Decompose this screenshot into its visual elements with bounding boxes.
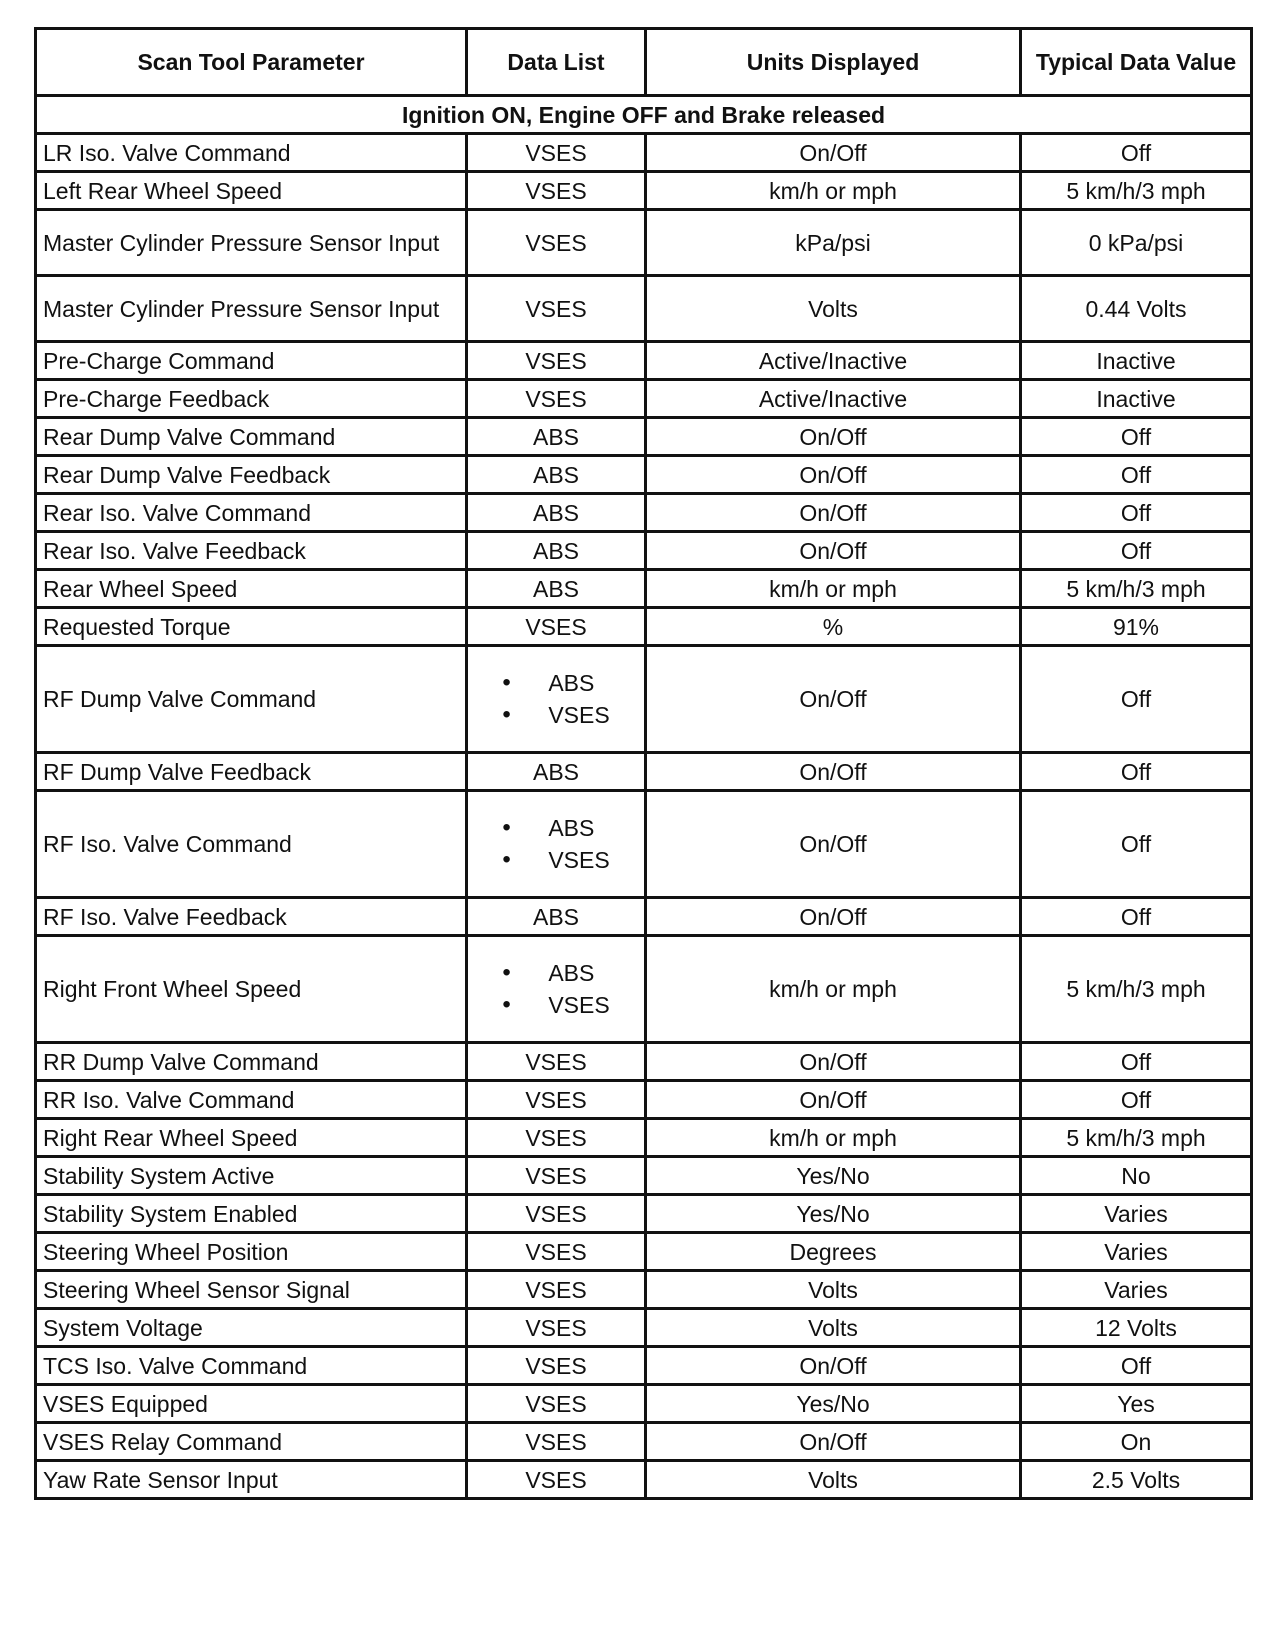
table-row [36,898,1252,936]
cell-typical-value: Off [1021,494,1252,532]
cell-parameter: RF Dump Valve Feedback [36,753,467,791]
cell-parameter: Master Cylinder Pressure Sensor Input [36,210,467,276]
data-list-item: • VSES [502,989,609,1021]
cell-units: kPa/psi [646,210,1021,276]
cell-parameter: Rear Wheel Speed [36,570,467,608]
cell-typical-value: Varies [1021,1233,1252,1271]
cell-units: km/h or mph [646,570,1021,608]
table-row [36,936,1252,1043]
cell-data-list: VSES [467,380,646,418]
table-row [36,1461,1252,1499]
cell-typical-value: No [1021,1157,1252,1195]
cell-parameter: Stability System Enabled [36,1195,467,1233]
cell-typical-value: 5 km/h/3 mph [1021,1119,1252,1157]
table-row [36,210,1252,276]
table-row [36,532,1252,570]
cell-parameter: RF Dump Valve Command [36,646,467,753]
cell-typical-value: Off [1021,456,1252,494]
table-row [36,276,1252,342]
cell-units: Volts [646,1309,1021,1347]
cell-parameter: Rear Dump Valve Feedback [36,456,467,494]
table-row [36,380,1252,418]
cell-units: Active/Inactive [646,342,1021,380]
header-data-list: Data List [467,29,646,96]
cell-typical-value: Off [1021,1081,1252,1119]
table-row [36,1081,1252,1119]
table-row [36,494,1252,532]
cell-typical-value: Yes [1021,1385,1252,1423]
cell-typical-value: 5 km/h/3 mph [1021,570,1252,608]
cell-units: On/Off [646,456,1021,494]
cell-typical-value: Off [1021,1043,1252,1081]
table-row [36,1233,1252,1271]
cell-units: Volts [646,276,1021,342]
cell-data-list: VSES [467,210,646,276]
cell-data-list: ABS [467,753,646,791]
cell-data-list: VSES [467,276,646,342]
cell-parameter: VSES Relay Command [36,1423,467,1461]
header-units-displayed: Units Displayed [646,29,1021,96]
data-list-item: • ABS [502,667,609,699]
cell-data-list: VSES [467,1271,646,1309]
cell-units: On/Off [646,418,1021,456]
header-typical-data-value: Typical Data Value [1021,29,1252,96]
cell-parameter: Requested Torque [36,608,467,646]
cell-parameter: Rear Iso. Valve Feedback [36,532,467,570]
cell-parameter: Left Rear Wheel Speed [36,172,467,210]
cell-units: On/Off [646,134,1021,172]
cell-data-list: VSES [467,1309,646,1347]
cell-units: On/Off [646,1081,1021,1119]
table-row [36,1271,1252,1309]
cell-typical-value: Inactive [1021,342,1252,380]
table-row [36,1385,1252,1423]
cell-parameter: RF Iso. Valve Feedback [36,898,467,936]
cell-data-list: VSES [467,1157,646,1195]
cell-typical-value: Off [1021,532,1252,570]
data-list-bullets [502,957,609,1021]
cell-parameter: RF Iso. Valve Command [36,791,467,898]
cell-data-list: VSES [467,1119,646,1157]
cell-typical-value: 91% [1021,608,1252,646]
cell-typical-value: 2.5 Volts [1021,1461,1252,1499]
cell-data-list [467,936,646,1043]
cell-data-list: ABS [467,456,646,494]
cell-units: Yes/No [646,1195,1021,1233]
cell-parameter: RR Iso. Valve Command [36,1081,467,1119]
cell-units: On/Off [646,1043,1021,1081]
cell-units: On/Off [646,791,1021,898]
cell-data-list: VSES [467,1461,646,1499]
cell-typical-value: Off [1021,646,1252,753]
cell-typical-value: 5 km/h/3 mph [1021,936,1252,1043]
cell-units: km/h or mph [646,936,1021,1043]
cell-data-list: VSES [467,342,646,380]
cell-data-list: VSES [467,1233,646,1271]
cell-parameter: Pre-Charge Command [36,342,467,380]
cell-parameter: Pre-Charge Feedback [36,380,467,418]
table-row [36,1157,1252,1195]
cell-parameter: System Voltage [36,1309,467,1347]
cell-units: On/Off [646,753,1021,791]
header-scan-tool-parameter: Scan Tool Parameter [36,29,467,96]
cell-parameter: Rear Dump Valve Command [36,418,467,456]
cell-parameter: Master Cylinder Pressure Sensor Input [36,276,467,342]
cell-parameter: VSES Equipped [36,1385,467,1423]
cell-units: On/Off [646,898,1021,936]
cell-parameter: RR Dump Valve Command [36,1043,467,1081]
header-row [36,29,1252,96]
table-row [36,753,1252,791]
cell-typical-value: Off [1021,1347,1252,1385]
table-row [36,1423,1252,1461]
table-row [36,418,1252,456]
scan-tool-data-table [34,27,1253,1500]
cell-units: Volts [646,1271,1021,1309]
cell-data-list [467,646,646,753]
table-row [36,608,1252,646]
cell-typical-value: 5 km/h/3 mph [1021,172,1252,210]
cell-units: Degrees [646,1233,1021,1271]
section-title: Ignition ON, Engine OFF and Brake released [36,96,1252,134]
cell-units: % [646,608,1021,646]
cell-units: Yes/No [646,1157,1021,1195]
cell-typical-value: Off [1021,418,1252,456]
cell-parameter: Right Front Wheel Speed [36,936,467,1043]
data-list-bullets [502,812,609,876]
cell-data-list: VSES [467,172,646,210]
cell-typical-value: Varies [1021,1271,1252,1309]
cell-parameter: TCS Iso. Valve Command [36,1347,467,1385]
table-row [36,1119,1252,1157]
cell-data-list: ABS [467,532,646,570]
cell-typical-value: On [1021,1423,1252,1461]
cell-units: On/Off [646,1347,1021,1385]
table-row [36,1043,1252,1081]
table-row [36,1195,1252,1233]
cell-units: On/Off [646,494,1021,532]
table-row [36,456,1252,494]
cell-data-list: VSES [467,1385,646,1423]
cell-parameter: Stability System Active [36,1157,467,1195]
data-list-item: • ABS [502,957,609,989]
cell-typical-value: Off [1021,134,1252,172]
cell-units: On/Off [646,646,1021,753]
cell-parameter: Yaw Rate Sensor Input [36,1461,467,1499]
cell-units: Active/Inactive [646,380,1021,418]
cell-data-list: ABS [467,898,646,936]
cell-data-list: ABS [467,494,646,532]
table-row [36,646,1252,753]
cell-data-list: VSES [467,1081,646,1119]
cell-typical-value: 0 kPa/psi [1021,210,1252,276]
data-list-item: • VSES [502,844,609,876]
cell-typical-value: 12 Volts [1021,1309,1252,1347]
cell-typical-value: Off [1021,898,1252,936]
cell-parameter: Rear Iso. Valve Command [36,494,467,532]
cell-typical-value: Inactive [1021,380,1252,418]
cell-data-list: VSES [467,1195,646,1233]
cell-parameter: Steering Wheel Position [36,1233,467,1271]
cell-data-list: ABS [467,570,646,608]
cell-units: km/h or mph [646,172,1021,210]
table-row [36,172,1252,210]
cell-data-list: VSES [467,1043,646,1081]
cell-typical-value: Off [1021,791,1252,898]
cell-typical-value: Off [1021,753,1252,791]
cell-parameter: Steering Wheel Sensor Signal [36,1271,467,1309]
cell-data-list: VSES [467,1347,646,1385]
table-row [36,791,1252,898]
data-list-bullets [502,667,609,731]
cell-parameter: Right Rear Wheel Speed [36,1119,467,1157]
cell-units: On/Off [646,1423,1021,1461]
cell-units: km/h or mph [646,1119,1021,1157]
cell-data-list: VSES [467,134,646,172]
section-row [36,96,1252,134]
data-list-item: • VSES [502,699,609,731]
cell-data-list: VSES [467,608,646,646]
cell-data-list: VSES [467,1423,646,1461]
cell-typical-value: Varies [1021,1195,1252,1233]
data-list-item: • ABS [502,812,609,844]
table-row [36,342,1252,380]
cell-data-list: ABS [467,418,646,456]
cell-units: Volts [646,1461,1021,1499]
table-row [36,570,1252,608]
cell-units: On/Off [646,532,1021,570]
cell-data-list [467,791,646,898]
cell-typical-value: 0.44 Volts [1021,276,1252,342]
table-row [36,1309,1252,1347]
cell-parameter: LR Iso. Valve Command [36,134,467,172]
cell-units: Yes/No [646,1385,1021,1423]
table-row [36,1347,1252,1385]
table-row [36,134,1252,172]
